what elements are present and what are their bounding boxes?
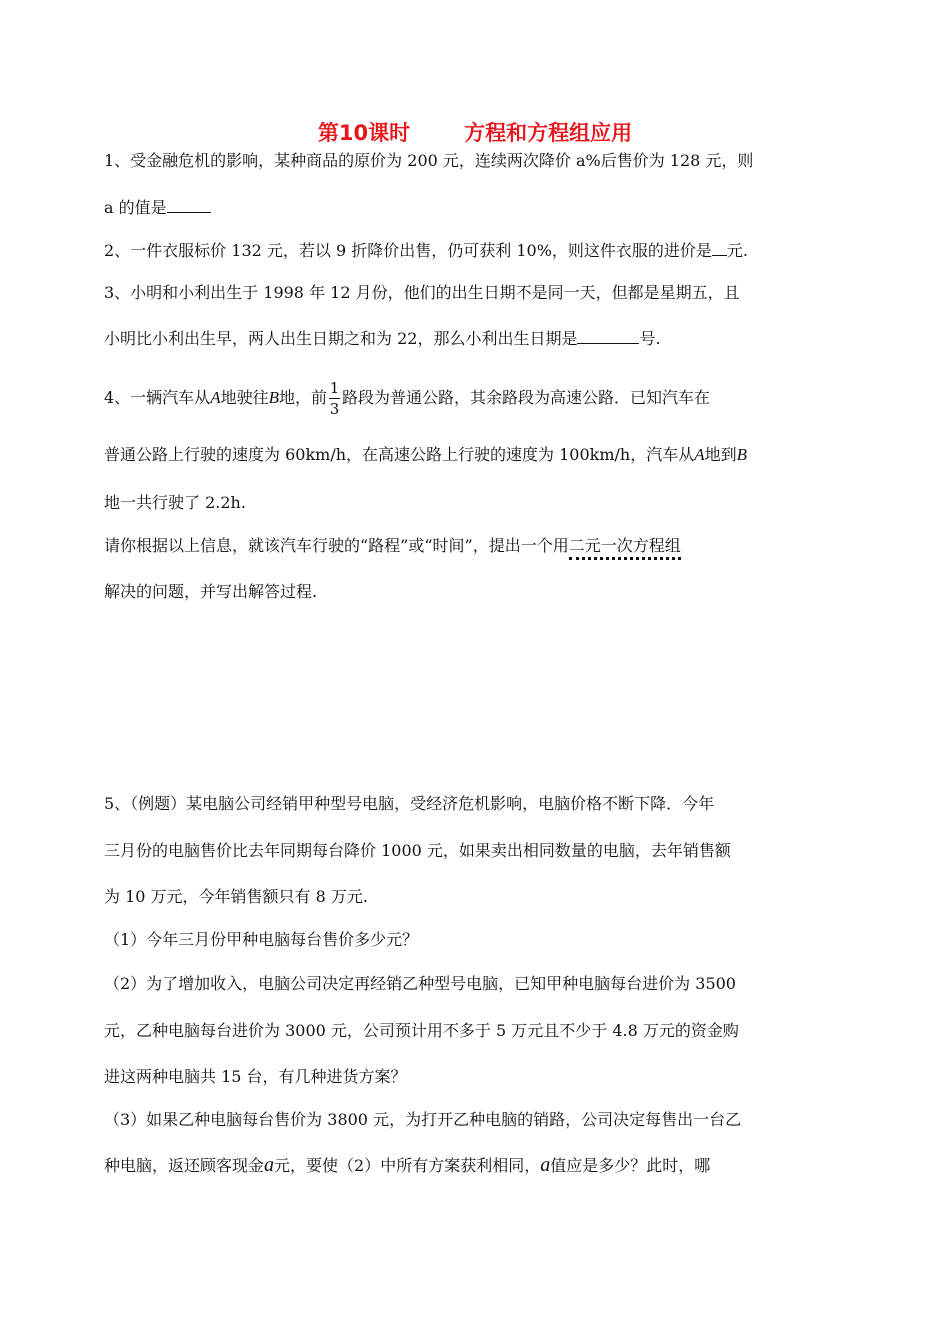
point-b: B — [268, 388, 279, 407]
q2-text-end: 元. — [726, 241, 748, 260]
q1-text: a 的值是 — [104, 198, 167, 217]
q1-line1: 1、受金融危机的影响，某种商品的原价为 200 元，连续两次降价 a%后售价为 128 元，则 — [104, 151, 754, 170]
q4-text: 路段为普通公路，其余路段为高速公路．已知汽车在 — [342, 388, 711, 407]
variable-a: a — [540, 1154, 551, 1176]
q3-line1: 3、小明和小利出生于 1998 年 12 月份，他们的出生日期不是同一天，但都是星期五，且 — [104, 283, 740, 302]
fraction-numerator: 1 — [329, 379, 340, 397]
fraction-one-third — [329, 380, 340, 417]
q5-part2-line1: （2）为了增加收入，电脑公司决定再经销乙种型号电脑，已知甲种电脑每台进价为 3500 — [104, 974, 736, 993]
q5-text: 值应是多少？此时，哪 — [550, 1156, 711, 1175]
page-title — [0, 117, 950, 147]
answer-blank — [712, 241, 727, 256]
q5-line1: 5、（例题）某电脑公司经销甲种型号电脑，受经济危机影响，电脑价格不断下降．今年 — [104, 794, 715, 813]
fraction-bar — [329, 398, 340, 399]
q4-text: 地驶往 — [220, 388, 269, 407]
fraction-denominator: 3 — [329, 400, 340, 418]
q4-text: 地，前 — [278, 388, 327, 407]
point-b: B — [736, 445, 747, 464]
q5-part3-line1: （3）如果乙种电脑每台售价为 3800 元，为打开乙种电脑的销路，公司决定每售出一台乙 — [104, 1110, 742, 1129]
q4-line1 — [104, 380, 864, 417]
q3-line2 — [104, 328, 864, 350]
q5-part2-line2: 元，乙种电脑每台进价为 3000 元，公司预计用不多于 5 万元且不少于 4.8 万元的资金购 — [104, 1021, 739, 1040]
q5-part2-line3: 进这两种电脑共 15 台，有几种进货方案？ — [104, 1067, 407, 1086]
lesson-topic: 方程和方程组应用 — [464, 121, 633, 145]
q5-text: 种电脑，返还顾客现金 — [104, 1156, 265, 1175]
q1-line2 — [104, 197, 864, 219]
q5-line3: 为 10 万元，今年销售额只有 8 万元. — [104, 887, 368, 906]
emphasis-text: 二元一次方程组 — [569, 536, 681, 560]
point-a: A — [694, 445, 705, 464]
q3-text: 小明比小利出生早，两人出生日期之和为 22，那么小利出生日期是 — [104, 329, 578, 348]
q4-line4 — [104, 535, 864, 557]
point-a: A — [210, 388, 221, 407]
q2-line1 — [104, 240, 864, 262]
q4-text: 地到 — [704, 445, 737, 464]
q5-part1: （1）今年三月份甲种电脑每台售价多少元？ — [104, 930, 419, 949]
q5-text: 元，要使（2）中所有方案获利相同， — [274, 1156, 541, 1175]
lesson-number: 第10课时 — [317, 121, 411, 145]
answer-blank — [167, 198, 211, 213]
q5-part3-line2 — [104, 1154, 864, 1177]
variable-a: a — [264, 1154, 275, 1176]
q4-line3: 地一共行驶了 2.2h. — [104, 493, 246, 512]
q2-text: 2、一件衣服标价 132 元，若以 9 折降价出售，仍可获利 10%，则这件衣服的进价是 — [104, 241, 712, 260]
q4-line2 — [104, 444, 864, 466]
q4-line5: 解决的问题，并写出解答过程. — [104, 582, 318, 601]
q4-text: 4、一辆汽车从 — [104, 388, 211, 407]
q5-line2: 三月份的电脑售价比去年同期每台降价 1000 元，如果卖出相同数量的电脑，去年销售额 — [104, 841, 731, 860]
q4-text: 普通公路上行驶的速度为 60km/h，在高速公路上行驶的速度为 100km/h，汽车从 — [104, 445, 695, 464]
q4-text: 请你根据以上信息，就该汽车行驶的“路程”或“时间”，提出一个用 — [104, 536, 569, 555]
q3-text-end: 号. — [639, 329, 661, 348]
answer-blank — [577, 329, 639, 344]
